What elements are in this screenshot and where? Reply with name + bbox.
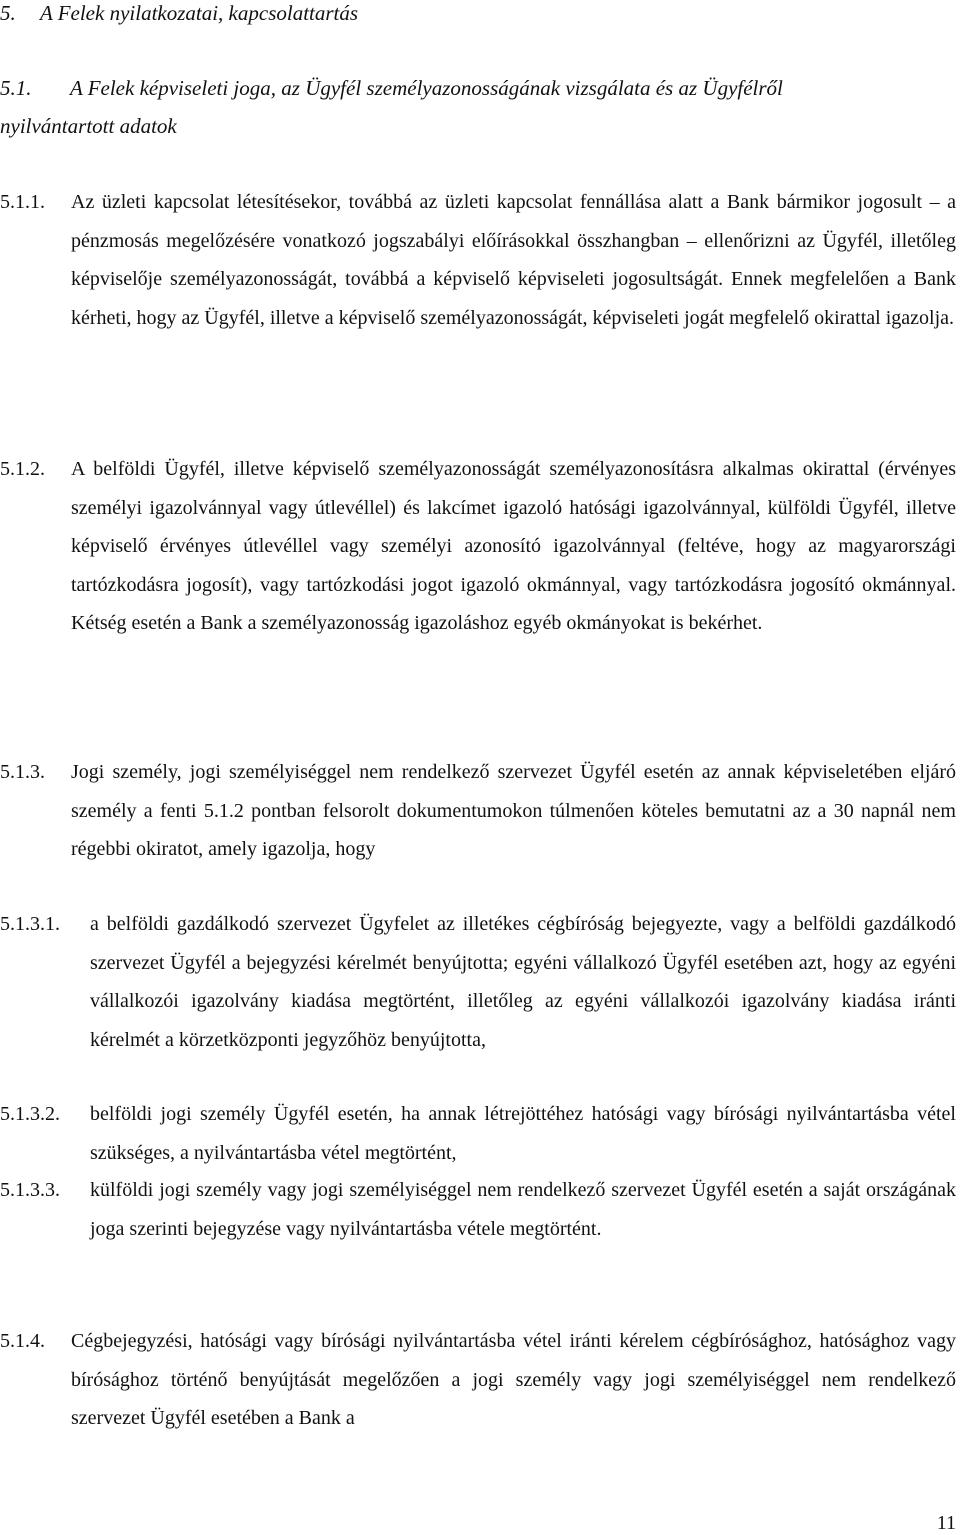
paragraph-5-1-3-2 xyxy=(0,1095,956,1172)
paragraph-5-1-1 xyxy=(0,183,956,337)
paragraph-text: a belföldi gazdálkodó szervezet Ügyfelet az illetékes cégbíróság bejegyezte, vagy a belföldi gazdálkodó szervezet Ügyfél a bejegyzési kérelmét benyújtotta; egyéni vállalkozó Ügyfél esetében azt, hogy az egyéni vállalkozói igazolvány kiadása megtörtént, illetőleg az egyéni vállalkozói igazolvány kiadása iránti kérelmét a körzetközponti jegyzőhöz benyújtotta, xyxy=(90,913,956,1051)
paragraph-number: 5.1.2. xyxy=(0,458,45,480)
paragraph-text: külföldi jogi személy vagy jogi személyiséggel nem rendelkező szervezet Ügyfél esetén a saját országának joga szerinti bejegyzése vagy nyilvántartásba vétele megtörtént. xyxy=(90,1179,956,1240)
paragraph-number: 5.1.4. xyxy=(0,1330,45,1352)
paragraph-5-1-3 xyxy=(0,753,956,869)
subsection-heading-title-line1: A Felek képviseleti joga, az Ügyfél személyazonosságának vizsgálata és az Ügyfélről xyxy=(70,76,783,100)
paragraph-5-1-2 xyxy=(0,450,956,643)
paragraph-5-1-4 xyxy=(0,1322,956,1438)
paragraph-text: Az üzleti kapcsolat létesítésekor, továbbá az üzleti kapcsolat fennállása alatt a Bank bármikor jogosult – a pénzmosás megelőzésére vonatkozó jogszabályi előírásokkal összhangban – ellenőrizni az Ügyfél, illetőleg képviselője személyazonosságát, továbbá a képviselő képviseleti jogosultságát. Ennek megfelelően a Bank kérheti, hogy az Ügyfél, illetve a képviselő személyazonosságát, képviseleti jogát megfelelő okirattal igazolja. xyxy=(71,191,956,329)
paragraph-text: Cégbejegyzési, hatósági vagy bírósági nyilvántartásba vétel iránti kérelem cégbírósághoz, hatósághoz vagy bírósághoz történő benyújtását megelőzően a jogi személy vagy jogi személyiséggel nem rendelkező szervezet Ügyfél esetében a Bank a xyxy=(71,1330,956,1429)
paragraph-text: belföldi jogi személy Ügyfél esetén, ha annak létrejöttéhez hatósági vagy bírósági nyilvántartásba vétel szükséges, a nyilvántartásba vétel megtörtént, xyxy=(90,1103,956,1164)
paragraph-text: A belföldi Ügyfél, illetve képviselő személyazonosságát személyazonosításra alkalmas okirattal (érvényes személyi igazolvánnyal vagy útlevéllel) és lakcímet igazoló hatósági igazolvánnyal, külföldi Ügyfél, illetve képviselő érvényes útlevéllel vagy személyi azonosító igazolvánnyal (feltéve, hogy az magyarországi tartózkodásra jogosít), vagy tartózkodási jogot igazoló okmánnyal, vagy tartózkodásra jogosító okmánnyal. Kétség esetén a Bank a személyazonosság igazoláshoz egyéb okmányokat is bekérhet. xyxy=(71,458,956,634)
paragraph-number: 5.1.1. xyxy=(0,191,45,213)
paragraph-number: 5.1.3.2. xyxy=(0,1103,60,1125)
section-heading-number: 5. xyxy=(0,1,16,25)
subsection-heading xyxy=(0,69,956,145)
paragraph-number: 5.1.3.3. xyxy=(0,1179,60,1201)
paragraph-5-1-3-1 xyxy=(0,905,956,1059)
section-heading xyxy=(0,0,358,26)
paragraph-number: 5.1.3.1. xyxy=(0,913,60,935)
section-heading-title: A Felek nyilatkozatai, kapcsolattartás xyxy=(40,1,359,25)
subsection-heading-title-line2: nyilvántartott adatok xyxy=(0,114,177,138)
paragraph-5-1-3-3 xyxy=(0,1171,956,1248)
paragraph-text: Jogi személy, jogi személyiséggel nem rendelkező szervezet Ügyfél esetén az annak képviseletében eljáró személy a fenti 5.1.2 pontban felsorolt dokumentumokon túlmenően köteles bemutatni az a 30 napnál nem régebbi okiratot, amely igazolja, hogy xyxy=(71,761,956,860)
subsection-heading-number: 5.1. xyxy=(0,76,32,100)
page-number: 11 xyxy=(936,1512,956,1534)
paragraph-number: 5.1.3. xyxy=(0,761,45,783)
